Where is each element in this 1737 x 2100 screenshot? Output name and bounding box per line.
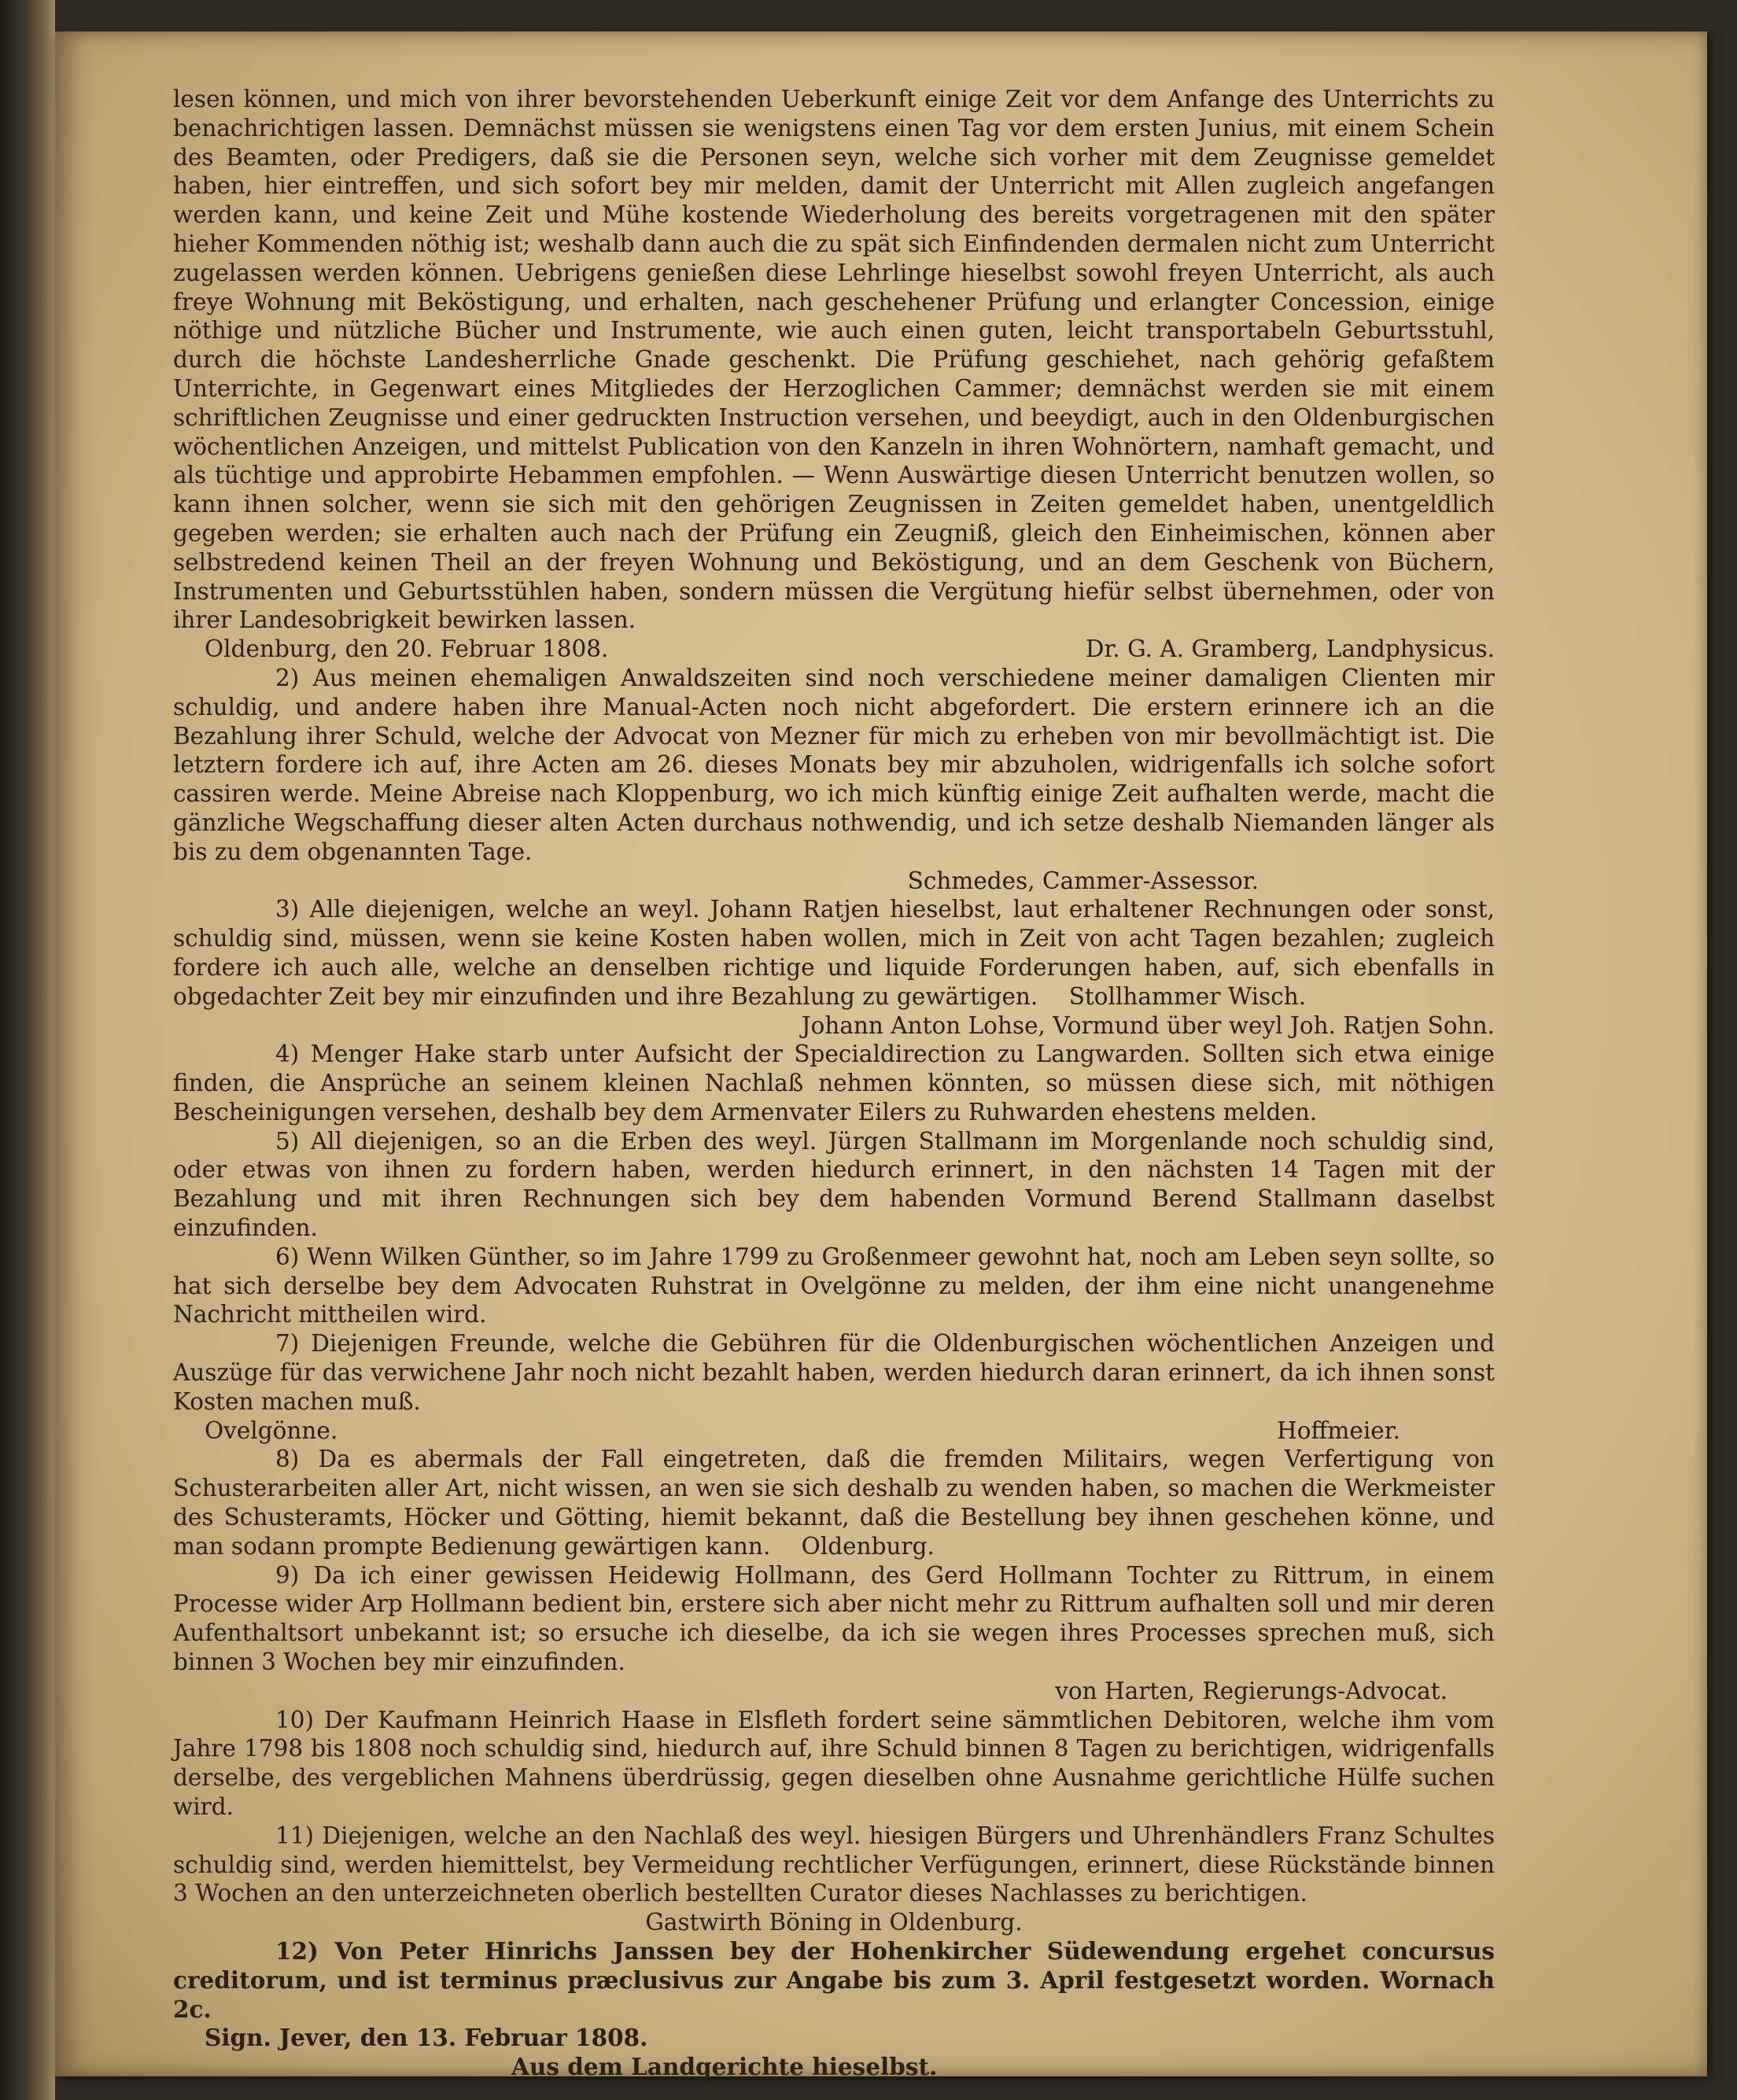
notice-7: 7) Diejenigen Freunde, welche die Gebühren für die Oldenburgischen wöchentlichen Anzeigen und Auszüge für das verwichene Jahr noch nicht bezahlt haben, werden hiedurch daran erinnert, da ich ihnen sonst Kosten machen muß.	[173, 1330, 1495, 1415]
notice-9: 9) Da ich einer gewissen Heidewig Hollmann, des Gerd Hollmann Tochter zu Rittrum, in einem Processe wider Arp Hollmann bedient bin, erstere sich aber nicht mehr zu Rittrum aufhalten soll und mir deren Aufenthaltsort unbekannt ist; so ersuche ich dieselbe, da ich sie wegen ihres Processes sprechen muß, sich binnen 3 Wochen bey mir einzufinden.	[173, 1561, 1495, 1676]
book-spine-edge	[0, 0, 55, 2100]
signature-von-harten: von Harten, Regierungs-Advocat.	[1055, 1677, 1448, 1704]
notice-2: 2) Aus meinen ehemaligen Anwaldszeiten sind noch verschiedene meiner damaligen Clienten mir schuldig, und andere haben ihre Manual-Acten noch nicht abgefordert. Die erstern erinnere ich an die Bezahlung ihrer Schuld, welche der Advocat von Mezner für mich zu erheben von mir bevollmächtigt ist. Die letztern fordere ich auf, ihre Acten am 26. dieses Monats bey mir abzuholen, widrigenfalls ich solche sofort cassiren werde. Meine Abreise nach Kloppenburg, wo ich mich künftig einige Zeit aufhalten werde, macht die gänzliche Wegschaffung dieser alten Acten durchaus nothwendig, und ich setze deshalb Niemanden länger als bis zu dem obgenannten Tage.	[173, 664, 1495, 865]
notice-5: 5) All diejenigen, so an die Erben des weyl. Jürgen Stallmann im Morgenlande noch schuldig sind, oder etwas von ihnen zu fordern haben, werden hiedurch erinnert, in den nächsten 14 Tagen mit der Bezahlung und mit ihren Rechnungen sich bey dem habenden Vormund Berend Stallmann daselbst einzufinden.	[173, 1127, 1495, 1242]
signature-name: Dr. G. A. Gramberg, Landphysicus.	[1085, 636, 1495, 663]
page-text	[173, 85, 1495, 2082]
notice-8	[173, 1445, 1495, 1560]
paragraph-intro: lesen können, und mich von ihrer bevorstehenden Ueberkunft einige Zeit vor dem Anfange des Unterrichts zu benachrichtigen lassen. Demnächst müssen sie wenigstens einen Tag vor dem ersten Junius, mit einem Schein des Beamten, oder Predigers, daß sie die Personen seyn, welche sich vorher mit dem Zeugnisse gemeldet haben, hier eintreffen, und sich sofort bey mir melden, damit der Unterricht mit Allen zugleich angefangen werden kann, und keine Zeit und Mühe kostende Wiederholung des bereits vorgetragenen mit den später hieher Kommenden nöthig ist; weshalb dann auch die zu spät sich Einfindenden dermalen nicht zum Unterricht zugelassen werden können. Uebrigens genießen diese Lehrlinge hieselbst sowohl freyen Unterricht, als auch freye Wohnung mit Beköstigung, und erhalten, nach geschehener Prüfung und erlangter Concession, einige nöthige und nützliche Bücher und Instrumente, wie auch einen guten, leicht transportabeln Geburtsstuhl, durch die höchste Landesherrliche Gnade geschenkt. Die Prüfung geschiehet, nach gehörig gefaßtem Unterrichte, in Gegenwart eines Mitgliedes der Herzoglichen Cammer; demnächst werden sie mit einem schriftlichen Zeugnisse und einer gedruckten Instruction versehen, und beeydigt, auch in den Oldenburgischen wöchentlichen Anzeigen, und mittelst Publication von den Kanzeln in ihren Wohnörtern, namhaft gemacht, und als tüchtige und approbirte Hebammen empfohlen. — Wenn Auswärtige diesen Unterricht benutzen wollen, so kann ihnen solcher, wenn sie sich mit den gehörigen Zeugnissen in Zeiten gemeldet haben, unentgeldlich gegeben werden; sie erhalten auch nach der Prüfung ein Zeugniß, gleich den Einheimischen, können aber selbstredend keinen Theil an der freyen Wohnung und Beköstigung, und an dem Geschenk von Büchern, Instrumenten und Geburtsstühlen haben, sondern müssen die Vergütung hiefür selbst übernehmen, oder von ihrer Landesobrigkeit bewirken lassen.	[173, 86, 1495, 634]
notice-10: 10) Der Kaufmann Heinrich Haase in Elsfleth fordert seine sämmtlichen Debitoren, welche ihm vom Jahre 1798 bis 1808 noch schuldig sind, hiedurch auf, ihre Schuld binnen 8 Tagen zu berichtigen, widrigenfalls derselbe, des vergeblichen Mahnens überdrüssig, gegen dieselben ohne Ausnahme gerichtliche Hülfe suchen wird.	[173, 1706, 1495, 1821]
notice-8-place: Oldenburg.	[801, 1532, 935, 1560]
notice-3-text: 3) Alle diejenigen, welche an weyl. Johann Ratjen hieselbst, laut erhaltener Rechnungen oder sonst, schuldig sind, müssen, wenn sie keine Kosten haben wollen, mich in Zeit von acht Tagen bezahlen; zugleich fordere ich auch alle, welche an denselben richtige und liquide Forderungen haben, auf, sich ebenfalls in obgedachter Zeit bey mir einzufinden und ihre Bezahlung zu gewärtigen.	[173, 896, 1495, 1010]
notice-4: 4) Menger Hake starb unter Aufsicht der Specialdirection zu Langwarden. Sollten sich etwa einige finden, die Ansprüche an seinem kleinen Nachlaß nehmen könnten, so müssen diese sich, mit nöthigen Bescheinigungen versehen, deshalb bey dem Armenvater Eilers zu Ruhwarden ehestens melden.	[173, 1041, 1495, 1126]
signature-name: Hoffmeier.	[1276, 1417, 1400, 1444]
footer-sign: Sign. Jever, den 13. Februar 1808.	[205, 2024, 648, 2052]
signature-place-date: Oldenburg, den 20. Februar 1808.	[205, 636, 609, 663]
notice-3	[173, 895, 1495, 1011]
signature-place: Ovelgönne.	[205, 1417, 338, 1444]
notice-3-place: Stollhammer Wisch.	[1068, 982, 1307, 1010]
notice-12: 12) Von Peter Hinrichs Janssen bey der Hohenkircher Südewendung ergehet concursus creditorum, und ist terminus præclusivus zur Angabe bis zum 3. April festgesetzt worden. Wornach 2c.	[173, 1937, 1495, 2023]
signature-schmedes: Schmedes, Cammer-Assessor.	[907, 867, 1259, 894]
notice-11: 11) Diejenigen, welche an den Nachlaß des weyl. hiesigen Bürgers und Uhrenhändlers Franz Schultes schuldig sind, werden hiemittelst, bey Vermeidung rechtlicher Verfügungen, erinnert, diese Rückstände binnen 3 Wochen an den unterzeichneten oberlich bestellten Curator dieses Nachlasses zu berichtigen.	[173, 1822, 1495, 1907]
signature-line-hoffmeier	[173, 1417, 1495, 1446]
signature-lohse: Johann Anton Lohse, Vormund über weyl Joh. Ratjen Sohn.	[801, 1011, 1495, 1039]
notice-8-text: 8) Da es abermals der Fall eingetreten, daß die fremden Militairs, wegen Verfertigung von Schusterarbeiten aller Art, nicht wissen, an wen sie sich deshalb zu wenden haben, so machen die Werkmeister des Schusteramts, Höcker und Götting, hiemit bekannt, daß die Bestellung bey ihnen geschehen könne, und man sodann prompte Bedienung gewärtigen kann.	[173, 1446, 1495, 1560]
notice-6: 6) Wenn Wilken Günther, so im Jahre 1799 zu Großenmeer gewohnt hat, noch am Leben seyn sollte, so hat sich derselbe bey dem Advocaten Ruhstrat in Ovelgönne zu melden, der ihm eine nicht unangenehme Nachricht mittheilen wird.	[173, 1243, 1495, 1328]
signature-line-gramberg	[173, 635, 1495, 664]
footer-court: Aus dem Landgerichte hieselbst.	[511, 2053, 938, 2081]
signature-boening: Gastwirth Böning in Oldenburg.	[645, 1909, 1023, 1936]
scanned-page	[55, 31, 1707, 2081]
